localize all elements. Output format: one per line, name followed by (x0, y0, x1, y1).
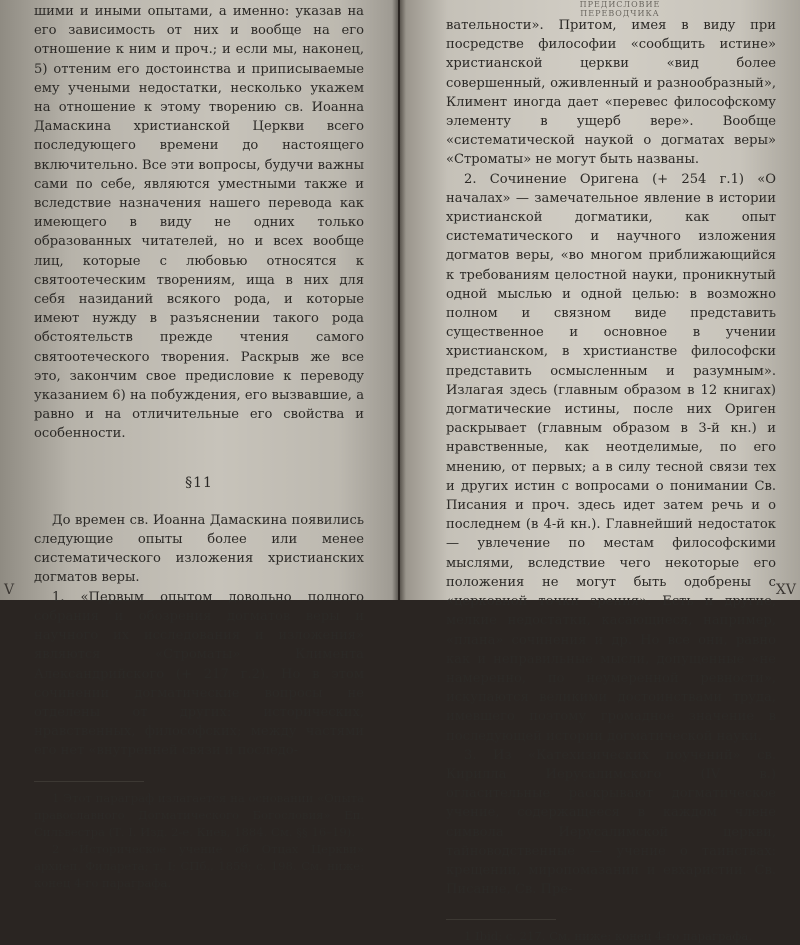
right-page (400, 0, 800, 944)
right-column (446, 16, 776, 945)
left-column (34, 2, 364, 892)
item-2-paragraph: 2. Сочинение Оригена (+ 254 г.1) «О началах» — замечательное явление в истории христианской догматики, как опыт систематического и научного изложения догматов веры, «во многом приближающийся к требованиям целостной науки, проникнутый одной мыслью и одной целью: в возможно полном и связном виде представить существенное и основное в учении христианском, в христианстве философски представить осмысленным и разумным». Излагая здесь (главным образом в 12 книгах) догматические истины, после них Ориген раскрывает (главным образом в 3-й кн.) и нравственные, как неотделимые, по его мнению, от первых; а в силу тесной связи тех и других истин с вопросами о понимании Св. Писания и проч. здесь идет затем речь и о последнем (в 4-й кн.). Главнейший недостаток — увлечение по местам философскими мыслями, вследствие чего некоторые его положения не могут быть одобрены с «церковной точки зрения». Есть и другие, мелкие недостатки, касающиеся, например, «плана» сочинения и др. Но все они, равно как и неправильные мысли, допущенные «не намеренно, по неумеренной ревности», искупаются великими достоинствами труда, имевшего поэтому громадное значение в последующей истории догматической науки. (446, 171, 776, 744)
footnote-1: 1 Этот параграф излагается на основании «Опыта православного Догматического Богословия» Еп. Сильвестра (Т. I. Изд. 2-е. Киев, 1884. См. §§ 16–19). (34, 790, 364, 839)
footnote-rule (34, 781, 144, 782)
right-footnotes (446, 919, 776, 945)
item-1-paragraph: 1. «Первым опытом довольно полного собрания и обозрения догматов веры и научного их исследования и изложения» являются «Строматы» Климента Александрийского (+ 217 г.2). Но в этом сочинении догматические вопросы не отделены от других: исторических, нравственных, философских; между частями его нет «внутренней связи и последо- (34, 589, 364, 759)
book-gutter-shadow (392, 0, 406, 600)
left-intro-paragraph: шими и иными опытами, а именно: указав на его зависимость от них и вообще на его отношение к ним и проч.; и если мы, наконец, 5) оттеним его достоинства и приписываемые ему учеными недостатки, несколько укажем на отношение к этому творению св. Иоанна Дамаскина христианской Церкви всего последующего времени до настоящего включительно. Все эти вопросы, будучи важны сами по себе, являются уместными также и вследствие назначения нашего перевода как имеющего в виду не одних только образованных читателей, но и всех вообще лиц, которые с любовью относятся к святоотеческим творениям, ища в них для себя назиданий всякого рода, и которые имеют нужду в разъяснении такого рода обстоятельств прежде чтения самого святоотеческого творения. Раскрыв же все это, закончим свое предисловие к переводу указанием 6) на побуждения, его вызвавшие, а равно и на отличительные его свойства и особенности. (34, 4, 364, 442)
running-head: ПРЕДИСЛОВИЕ ПЕРЕВОДЧИКА (579, 0, 661, 18)
left-page (0, 0, 398, 890)
footnote-2: 2 «Историческое учение об Отцах Церкви» архиеп. Филарета; т. I; СПб., 1859; с. 198. См. ниже: конец 4-го параграфа. (34, 841, 364, 890)
item-3-paragraph: 3. Из «Катехизических поучений» св. Кирилла Иерусалимского (IV в.) огласительные раскрывают догматическое учение, содержащееся в каждом члене символа Иерусалимской церкви, тайноводственные — учение о таинствах: крещении, миропомазании и евхаристии. Св. Писание, Св. Пре- (446, 747, 776, 898)
footnote-rule (446, 919, 556, 920)
section-intro-paragraph: До времен св. Иоанна Дамаскина появились следующие опыты более или менее систематического изложения христианских догматов веры. (34, 512, 364, 586)
continuation-paragraph: вательности». Притом, имея в виду при посредстве философии «сообщить истине» христианской церкви «вид более совершенный, оживленный и разнообразный», Климент иногда дает «перевес философскому элементу в ущерб вере». Вообще «систематической наукой о догматах веры» «Строматы» не могут быть названы. (446, 18, 776, 168)
right-page-number: XV (775, 582, 796, 598)
section-heading: §11 (185, 474, 213, 491)
left-page-number: V (4, 582, 15, 598)
left-footnotes (34, 781, 364, 892)
right-footnote-1: 1 Ibid; с. 217. См. ниже: конец 4-го параграфа. (464, 929, 753, 944)
